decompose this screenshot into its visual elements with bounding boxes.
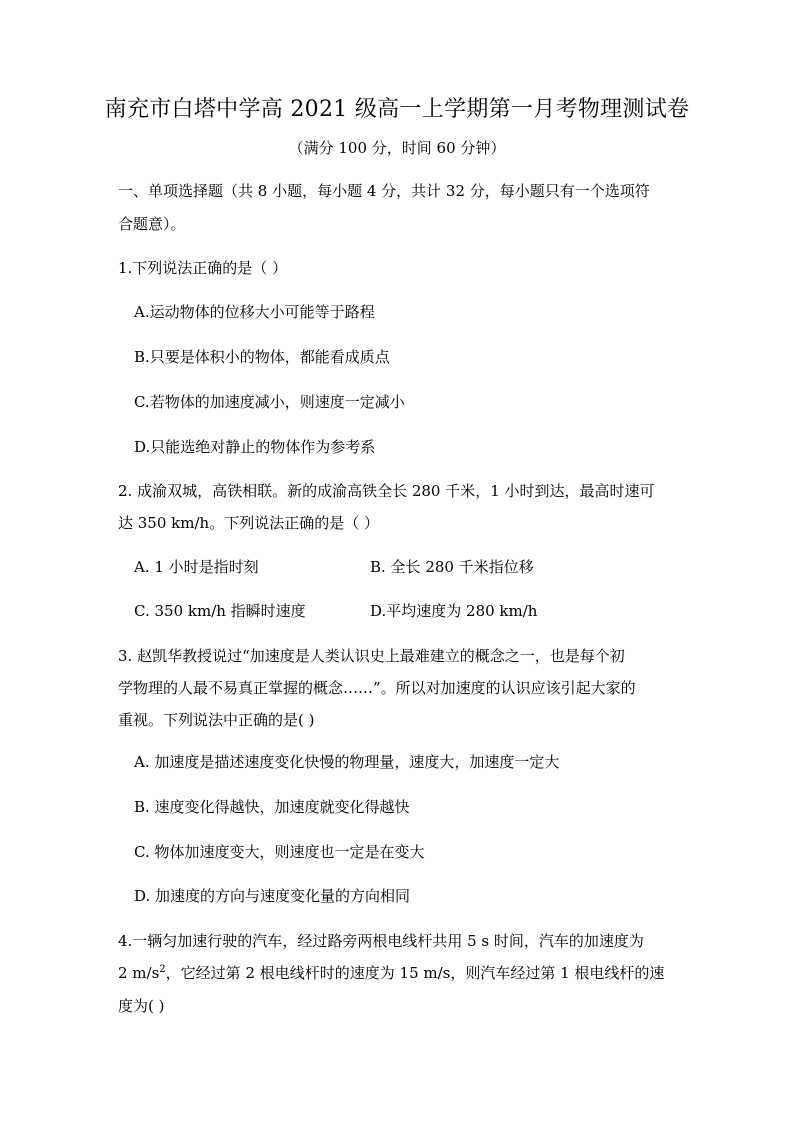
exam-title: 南充市白塔中学高 2021 级高一上学期第一月考物理测试卷	[104, 97, 690, 122]
question-1-option-c: C.若物体的加速度减小，则速度一定减小	[134, 393, 405, 411]
exponent: 2	[159, 964, 166, 975]
question-2-option-a: A. 1 小时是指时刻	[134, 558, 259, 576]
question-3-option-d: D. 加速度的方向与速度变化量的方向相同	[134, 887, 411, 905]
question-4-stem-line-2	[118, 962, 678, 984]
question-1-option-a: A.运动物体的位移大小可能等于路程	[134, 303, 375, 321]
question-2-option-b: B. 全长 280 千米指位移	[370, 558, 534, 576]
question-3-option-a: A. 加速度是描述速度变化快慢的物理量，速度大，加速度一定大	[134, 753, 560, 771]
acceleration-value: 2 m/s	[118, 964, 160, 982]
question-1-option-d: D.只能选绝对静止的物体作为参考系	[134, 438, 376, 456]
question-4-stem-line-3: 度为( )	[118, 997, 165, 1015]
question-2-stem-line-2: 达 350 km/h。下列说法正确的是（ ）	[118, 514, 379, 532]
question-3-stem-line-1: 3. 赵凯华教授说过“加速度是人类认识史上最难建立的概念之一，也是每个初	[118, 647, 625, 665]
question-2-stem-line-1: 2. 成渝双城，高铁相联。新的成渝高铁全长 280 千米，1 小时到达，最高时速可	[118, 482, 655, 500]
question-3-stem-line-2: 学物理的人最不易真正掌握的概念……”。所以对加速度的认识应该引起大家的	[118, 679, 636, 697]
question-2-option-d: D.平均速度为 280 km/h	[370, 602, 538, 620]
question-2-option-c: C. 350 km/h 指瞬时速度	[134, 602, 306, 620]
question-1-stem: 1.下列说法正确的是（ ）	[118, 259, 288, 277]
section-heading-line-2: 合题意）。	[118, 215, 186, 233]
question-3-option-b: B. 速度变化得越快，加速度就变化得越快	[134, 798, 410, 816]
question-4-stem-line-1: 4.一辆匀加速行驶的汽车，经过路旁两根电线杆共用 5 s 时间，汽车的加速度为	[118, 932, 644, 950]
question-4-stem-line-2-rest: ，它经过第 2 根电线杆时的速度为 15 m/s，则汽车经过第 1 根电线杆的速	[165, 964, 665, 982]
question-3-stem-line-3: 重视。下列说法中正确的是( )	[118, 711, 315, 729]
question-3-option-c: C. 物体加速度变大，则速度也一定是在变大	[134, 843, 425, 861]
section-heading-line-1: 一、单项选择题（共 8 小题，每小题 4 分，共计 32 分，每小题只有一个选项符	[118, 182, 650, 200]
question-1-option-b: B.只要是体积小的物体，都能看成质点	[134, 348, 390, 366]
exam-subtitle: （满分 100 分，时间 60 分钟）	[288, 139, 506, 157]
